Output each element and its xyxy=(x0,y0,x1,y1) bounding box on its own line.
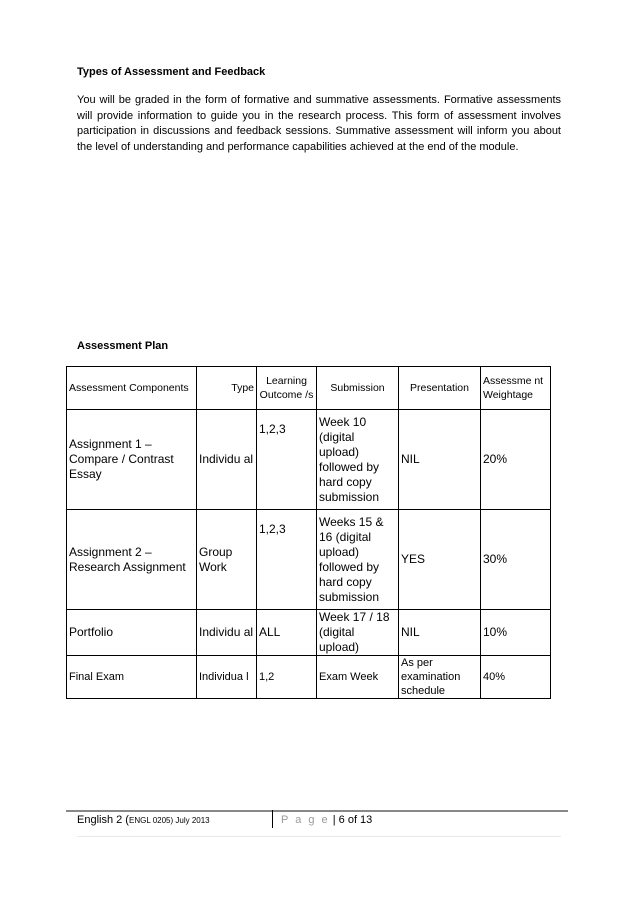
cell-component: Assignment 1 – Compare / Contrast Essay xyxy=(67,410,197,510)
footer-page-label: P a g e xyxy=(281,814,330,826)
cell-outcome: 1,2,3 xyxy=(257,410,317,510)
section-heading-assessment-plan: Assessment Plan xyxy=(77,340,169,352)
cell-type: Individu al xyxy=(197,410,257,510)
header-learning-outcome: Learning Outcome /s xyxy=(257,367,317,410)
cell-outcome: 1,2,3 xyxy=(257,510,317,610)
header-assessment-components: Assessment Components xyxy=(67,367,197,410)
cell-component: Assignment 2 – Research Assignment xyxy=(67,510,197,610)
table-row xyxy=(67,510,551,610)
footer-course-name: English 2 ( xyxy=(77,814,129,826)
cell-type: Individua l xyxy=(197,656,257,699)
table-row xyxy=(67,410,551,510)
cell-weightage: 10% xyxy=(481,610,551,656)
header-weightage: Assessme nt Weightage xyxy=(481,367,551,410)
footer-page-info xyxy=(281,814,372,826)
cell-weightage: 20% xyxy=(481,410,551,510)
footer-bottom-rule xyxy=(77,836,561,837)
cell-weightage: 40% xyxy=(481,656,551,699)
cell-weightage: 30% xyxy=(481,510,551,610)
cell-type: Individu al xyxy=(197,610,257,656)
assessment-plan-table xyxy=(66,366,551,699)
section-heading-types-of-assessment: Types of Assessment and Feedback xyxy=(77,66,266,78)
cell-submission: Week 17 / 18 (digital upload) xyxy=(317,610,399,656)
cell-component: Portfolio xyxy=(67,610,197,656)
cell-component: Final Exam xyxy=(67,656,197,699)
footer-separator xyxy=(272,810,273,828)
cell-type: Group Work xyxy=(197,510,257,610)
table-row xyxy=(67,656,551,699)
footer-course-code: ENGL 0205) July 2013 xyxy=(128,816,210,825)
cell-outcome: 1,2 xyxy=(257,656,317,699)
table-row xyxy=(67,610,551,656)
table-header-row xyxy=(67,367,551,410)
cell-outcome: ALL xyxy=(257,610,317,656)
footer-divider xyxy=(66,810,568,812)
cell-presentation: NIL xyxy=(399,410,481,510)
cell-presentation: NIL xyxy=(399,610,481,656)
cell-submission: Week 10 (digital upload) followed by hard copy submission xyxy=(317,410,399,510)
header-presentation: Presentation xyxy=(399,367,481,410)
cell-submission: Weeks 15 & 16 (digital upload) followed by hard copy submission xyxy=(317,510,399,610)
cell-presentation: As per examination schedule xyxy=(399,656,481,699)
footer-page-number: | 6 of 13 xyxy=(332,814,373,826)
cell-presentation: YES xyxy=(399,510,481,610)
footer-course-info xyxy=(77,814,210,826)
cell-submission: Exam Week xyxy=(317,656,399,699)
assessment-description-paragraph: You will be graded in the form of formative and summative assessments. Formative assessments will provide information to guide you in the research process. This form of assessment involves participation in discussions and feedback sessions. Summative assessment will inform you about the level of understanding and performance capabilities achieved at the end of the module. xyxy=(77,94,561,153)
header-submission: Submission xyxy=(317,367,399,410)
header-type: Type xyxy=(197,367,257,410)
